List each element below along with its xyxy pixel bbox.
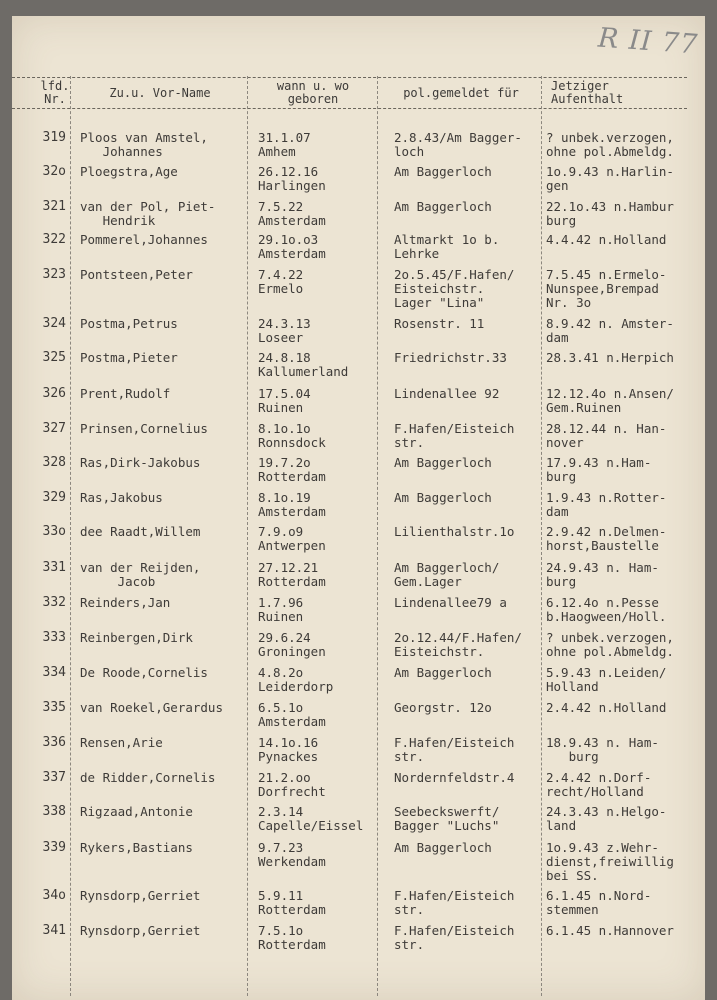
row-number: 338 — [42, 804, 66, 819]
birth-date-place: 29.1o.o3 Amsterdam — [258, 232, 326, 261]
police-registration: Am Baggerloch — [394, 665, 492, 680]
person-name: Rykers,Bastians — [80, 840, 193, 855]
row-number: 327 — [42, 421, 66, 436]
current-whereabouts: 1o.9.43 z.Wehr- dienst,freiwillig bei SS. — [546, 840, 674, 883]
header-name: Zu.u. Vor-Name — [109, 86, 211, 100]
row-number: 331 — [42, 560, 66, 575]
current-whereabouts: 17.9.43 n.Ham- burg — [546, 455, 652, 484]
row-number: 337 — [42, 770, 66, 785]
row-number: 33o — [42, 524, 66, 539]
row-number: 328 — [42, 455, 66, 470]
row-number: 34o — [42, 888, 66, 903]
header-top-rule — [12, 77, 687, 78]
current-whereabouts: 1o.9.43 n.Harlin- gen — [546, 164, 674, 193]
police-registration: Friedrichstr.33 — [394, 350, 507, 365]
person-name: Pontsteen,Peter — [80, 267, 193, 282]
current-whereabouts: 1.9.43 n.Rotter- dam — [546, 490, 667, 519]
person-name: Pommerel,Johannes — [80, 232, 208, 247]
row-number: 325 — [42, 350, 66, 365]
person-name: Prent,Rudolf — [80, 386, 171, 401]
police-registration: Georgstr. 12o — [394, 700, 492, 715]
police-registration: 2.8.43/Am Bagger- loch — [394, 130, 522, 159]
row-number: 336 — [42, 735, 66, 750]
header-born: wann u. wo geboren — [276, 79, 350, 106]
person-name: van der Reijden, Jacob — [80, 560, 201, 589]
birth-date-place: 17.5.04 Ruinen — [258, 386, 311, 415]
current-whereabouts: 28.12.44 n. Han- nover — [546, 421, 667, 450]
person-name: De Roode,Cornelis — [80, 665, 208, 680]
row-number: 326 — [42, 386, 66, 401]
birth-date-place: 6.5.1o Amsterdam — [258, 700, 326, 729]
current-whereabouts: 7.5.45 n.Ermelo- Nunspee,Brempad Nr. 3o — [546, 267, 667, 310]
person-name: Ploos van Amstel, Johannes — [80, 130, 208, 159]
current-whereabouts: 24.9.43 n. Ham- burg — [546, 560, 659, 589]
column-divider — [541, 76, 542, 996]
archive-reference-mark: R II 77 — [597, 22, 700, 61]
column-divider — [70, 76, 71, 996]
birth-date-place: 24.8.18 Kallumerland — [258, 350, 349, 379]
person-name: Reinbergen,Dirk — [80, 630, 193, 645]
person-name: Ploegstra,Age — [80, 164, 178, 179]
current-whereabouts: ? unbek.verzogen, ohne pol.Abmeldg. — [546, 630, 674, 659]
current-whereabouts: 8.9.42 n. Amster- dam — [546, 316, 674, 345]
birth-date-place: 29.6.24 Groningen — [258, 630, 326, 659]
birth-date-place: 9.7.23 Werkendam — [258, 840, 326, 869]
row-number: 319 — [42, 130, 66, 145]
birth-date-place: 7.5.1o Rotterdam — [258, 923, 326, 952]
current-whereabouts: 2.4.42 n.Holland — [546, 700, 667, 715]
birth-date-place: 2.3.14 Capelle/Eissel — [258, 804, 364, 833]
current-whereabouts: 12.12.4o n.Ansen/ Gem.Ruinen — [546, 386, 674, 415]
person-name: Rensen,Arie — [80, 735, 163, 750]
current-whereabouts: 22.1o.43 n.Hambur burg — [546, 199, 674, 228]
police-registration: Am Baggerloch — [394, 840, 492, 855]
person-name: Rynsdorp,Gerriet — [80, 923, 201, 938]
person-name: Prinsen,Cornelius — [80, 421, 208, 436]
birth-date-place: 8.1o.1o Ronnsdock — [258, 421, 326, 450]
row-number: 32o — [42, 164, 66, 179]
birth-date-place: 1.7.96 Ruinen — [258, 595, 304, 624]
person-name: van der Pol, Piet- Hendrik — [80, 199, 216, 228]
police-registration: Am Baggerloch — [394, 455, 492, 470]
police-registration: Am Baggerloch — [394, 164, 492, 179]
current-whereabouts: 5.9.43 n.Leiden/ Holland — [546, 665, 667, 694]
police-registration: Seebeckswerft/ Bagger "Luchs" — [394, 804, 500, 833]
current-whereabouts: ? unbek.verzogen, ohne pol.Abmeldg. — [546, 130, 674, 159]
current-whereabouts: 2.9.42 n.Delmen- horst,Baustelle — [546, 524, 667, 553]
row-number: 335 — [42, 700, 66, 715]
police-registration: Rosenstr. 11 — [394, 316, 485, 331]
police-registration: F.Hafen/Eisteich str. — [394, 888, 515, 917]
row-number: 321 — [42, 199, 66, 214]
birth-date-place: 14.1o.16 Pynackes — [258, 735, 319, 764]
row-number: 332 — [42, 595, 66, 610]
person-name: Ras,Jakobus — [80, 490, 163, 505]
current-whereabouts: 6.12.4o n.Pesse b.Haogween/Holl. — [546, 595, 667, 624]
row-number: 329 — [42, 490, 66, 505]
header-pol: pol.gemeldet für — [403, 86, 519, 100]
current-whereabouts: 18.9.43 n. Ham- burg — [546, 735, 659, 764]
header-now: Jetziger Aufenthalt — [551, 79, 624, 106]
birth-date-place: 7.4.22 Ermelo — [258, 267, 304, 296]
row-number: 341 — [42, 923, 66, 938]
row-number: 339 — [42, 840, 66, 855]
row-number: 322 — [42, 232, 66, 247]
row-number: 323 — [42, 267, 66, 282]
column-divider — [247, 76, 248, 996]
person-name: Postma,Petrus — [80, 316, 178, 331]
police-registration: Nordernfeldstr.4 — [394, 770, 515, 785]
police-registration: Am Baggerloch — [394, 199, 492, 214]
person-name: Postma,Pieter — [80, 350, 178, 365]
current-whereabouts: 28.3.41 n.Herpich — [546, 350, 674, 365]
birth-date-place: 5.9.11 Rotterdam — [258, 888, 326, 917]
row-number: 324 — [42, 316, 66, 331]
birth-date-place: 24.3.13 Loseer — [258, 316, 311, 345]
current-whereabouts: 2.4.42 n.Dorf- recht/Holland — [546, 770, 652, 799]
police-registration: Lindenallee79 a — [394, 595, 507, 610]
person-name: dee Raadt,Willem — [80, 524, 201, 539]
birth-date-place: 8.1o.19 Amsterdam — [258, 490, 326, 519]
row-number: 333 — [42, 630, 66, 645]
police-registration: F.Hafen/Eisteich str. — [394, 421, 515, 450]
police-registration: Lindenallee 92 — [394, 386, 500, 401]
birth-date-place: 7.9.o9 Antwerpen — [258, 524, 326, 553]
police-registration: Altmarkt 1o b. Lehrke — [394, 232, 500, 261]
birth-date-place: 19.7.2o Rotterdam — [258, 455, 326, 484]
police-registration: Lilienthalstr.1o — [394, 524, 515, 539]
birth-date-place: 7.5.22 Amsterdam — [258, 199, 326, 228]
birth-date-place: 21.2.oo Dorfrecht — [258, 770, 326, 799]
birth-date-place: 27.12.21 Rotterdam — [258, 560, 326, 589]
police-registration: Am Baggerloch/ Gem.Lager — [394, 560, 500, 589]
birth-date-place: 31.1.07 Amhem — [258, 130, 311, 159]
birth-date-place: 26.12.16 Harlingen — [258, 164, 326, 193]
person-name: de Ridder,Cornelis — [80, 770, 216, 785]
current-whereabouts: 6.1.45 n.Nord- stemmen — [546, 888, 652, 917]
person-name: Rynsdorp,Gerriet — [80, 888, 201, 903]
current-whereabouts: 6.1.45 n.Hannover — [546, 923, 674, 938]
birth-date-place: 4.8.2o Leiderdorp — [258, 665, 334, 694]
police-registration: 2o.12.44/F.Hafen/ Eisteichstr. — [394, 630, 522, 659]
current-whereabouts: 4.4.42 n.Holland — [546, 232, 667, 247]
person-name: Ras,Dirk-Jakobus — [80, 455, 201, 470]
police-registration: Am Baggerloch — [394, 490, 492, 505]
row-number: 334 — [42, 665, 66, 680]
police-registration: F.Hafen/Eisteich str. — [394, 735, 515, 764]
current-whereabouts: 24.3.43 n.Helgo- land — [546, 804, 667, 833]
police-registration: F.Hafen/Eisteich str. — [394, 923, 515, 952]
header-bottom-rule — [12, 108, 687, 109]
header-lfd-nr: lfd. Nr. — [40, 79, 70, 106]
police-registration: 2o.5.45/F.Hafen/ Eisteichstr. Lager "Lina" — [394, 267, 515, 310]
column-divider — [377, 76, 378, 996]
person-name: Reinders,Jan — [80, 595, 171, 610]
person-name: van Roekel,Gerardus — [80, 700, 223, 715]
person-name: Rigzaad,Antonie — [80, 804, 193, 819]
